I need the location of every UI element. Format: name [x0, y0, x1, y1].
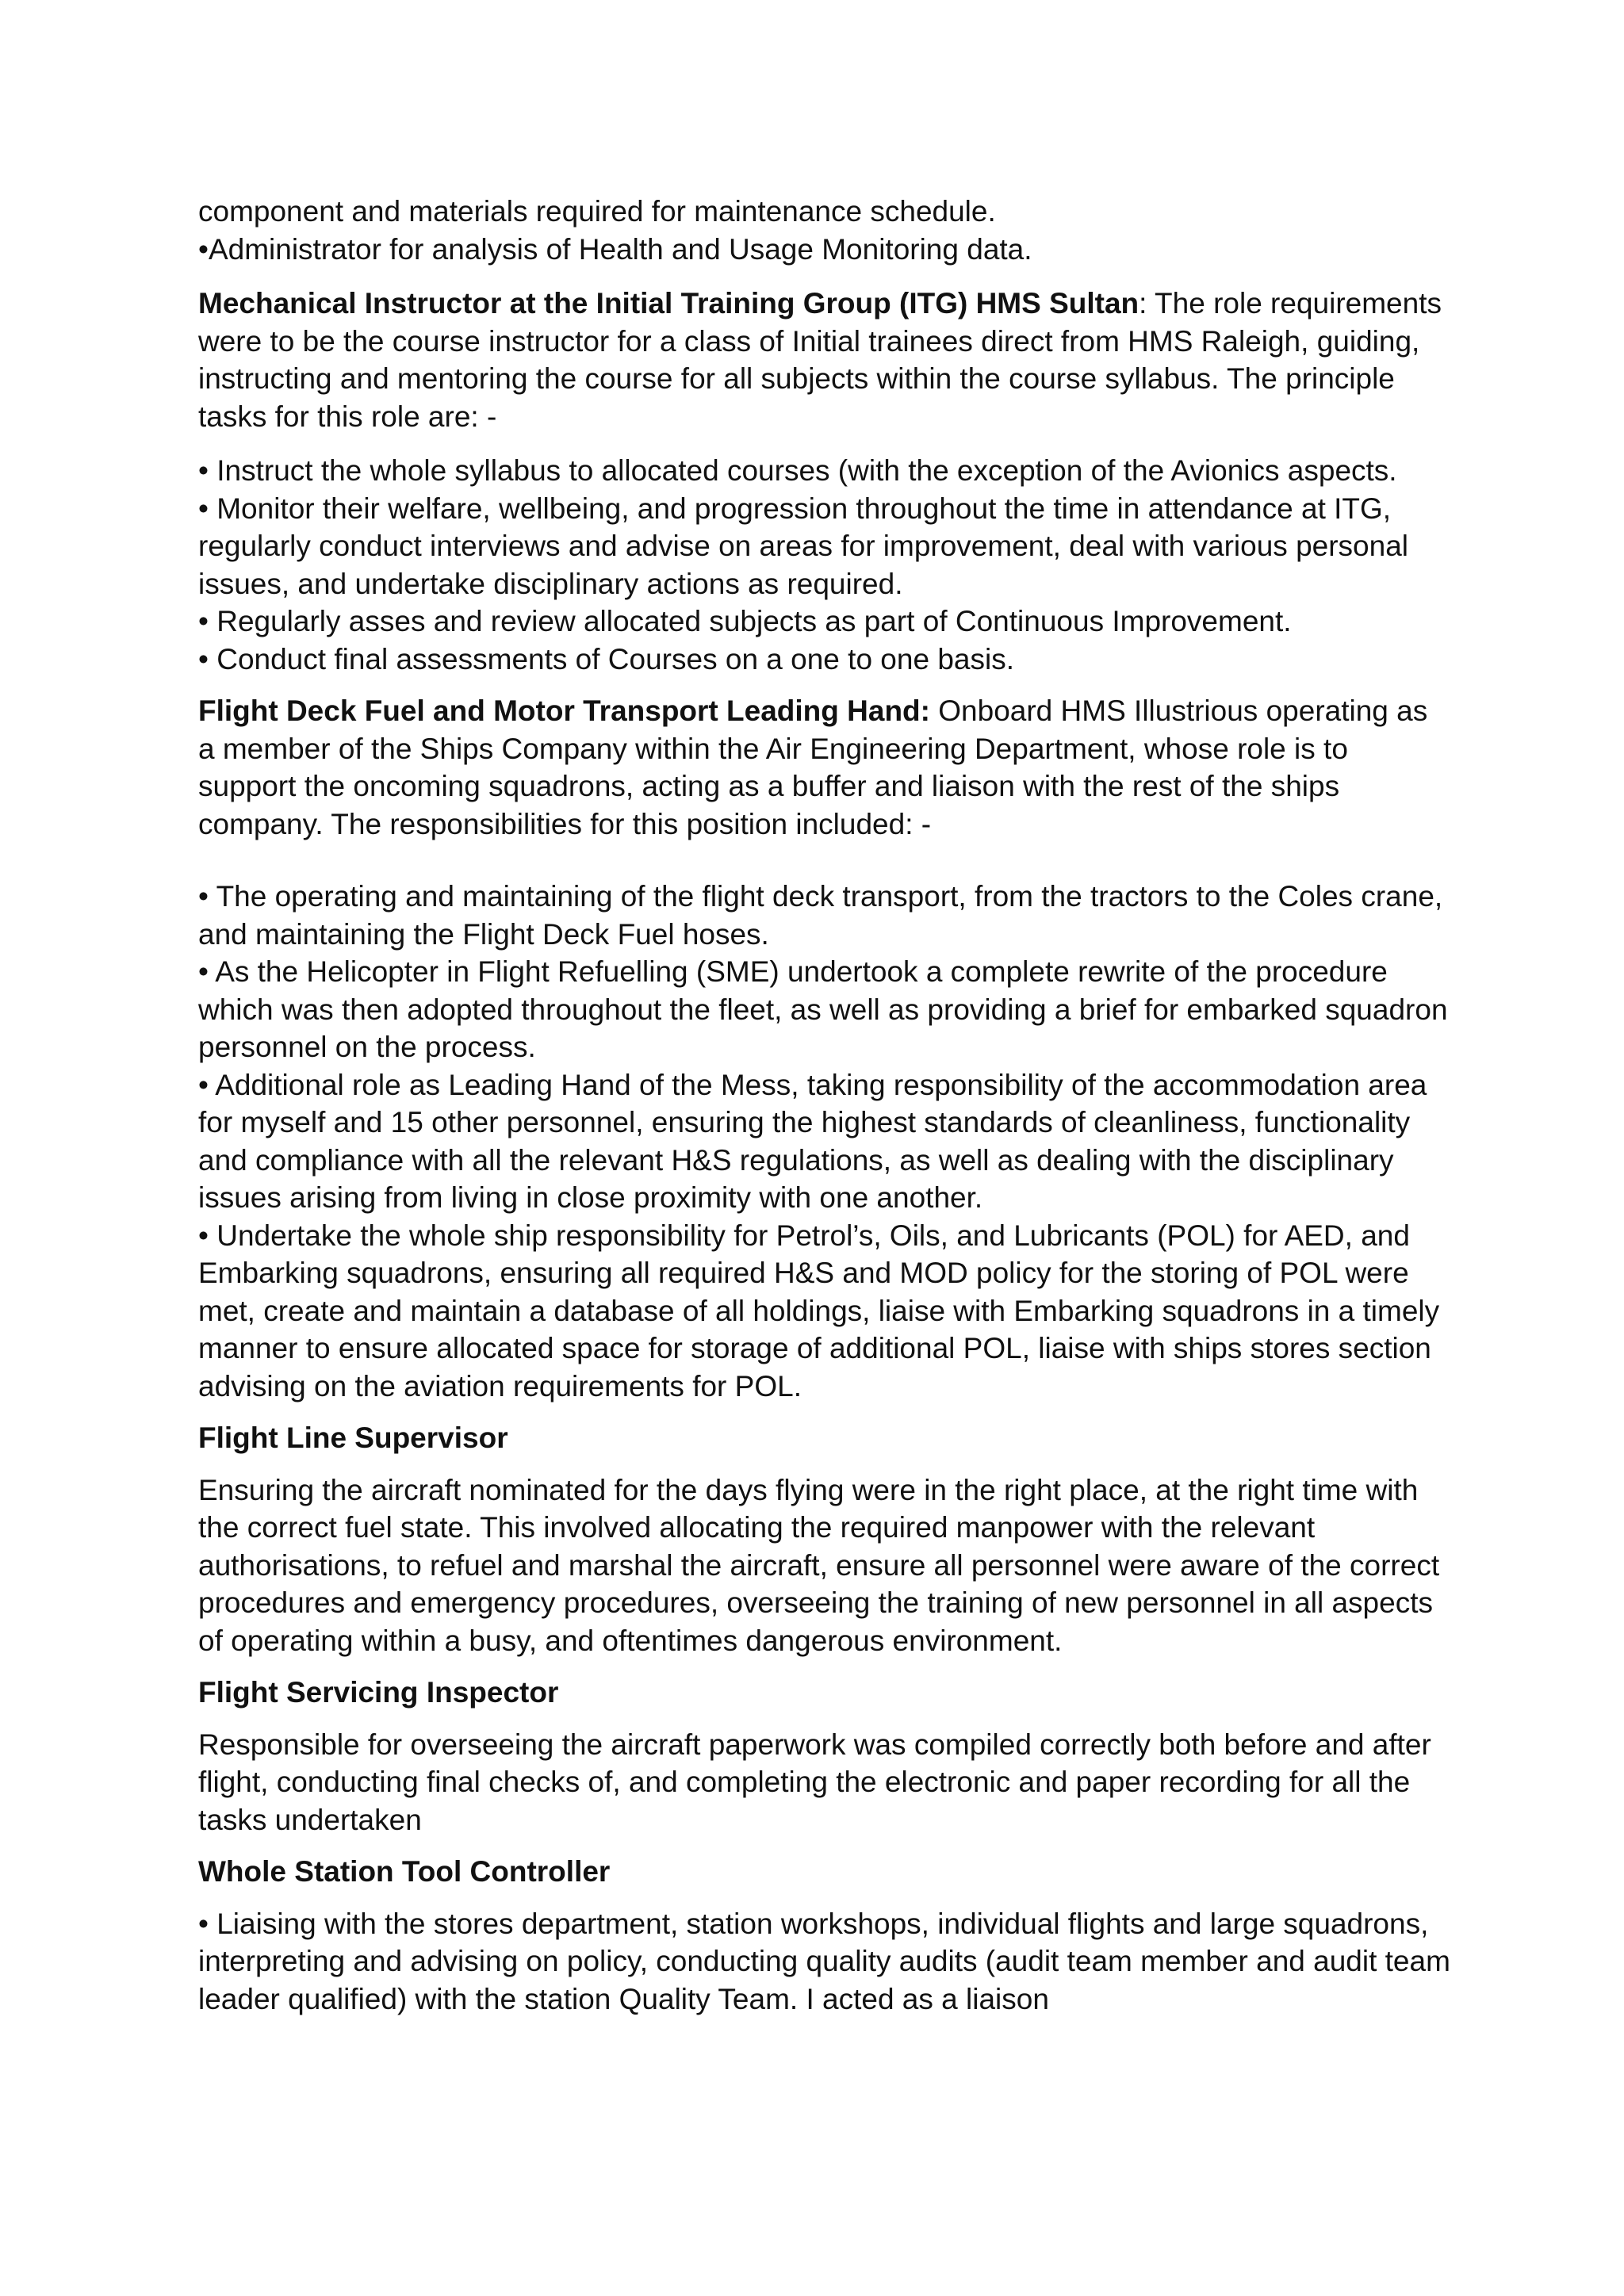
tool-controller-body: • Liaising with the stores department, station workshops, individual flights and large squadrons, interpreting and advising on policy, conducting quality audits (audit team member and audit team leader qualified) with the station Quality Team. I acted as a liaison — [198, 1907, 1450, 2015]
itg-intro: : The role requirements were to be the course instructor for a class of Initial trainees direct from HMS Raleigh, guiding, instructing and mentoring the course for all subjects within the course syllabus. The principle tasks for this role are: - — [198, 287, 1442, 433]
itg-bullet: • Conduct final assessments of Courses on a one to one basis. — [198, 642, 1014, 675]
itg-bullet: • Monitor their welfare, wellbeing, and progression throughout the time in attendance at ITG, regularly conduct interviews and advise on areas for improvement, deal with various personal issues, and undertake disciplinary actions as required. — [198, 492, 1408, 600]
document-page — [198, 193, 1451, 2018]
flight-deck-bullet: • Undertake the whole ship responsibility for Petrol’s, Oils, and Lubricants (POL) for AED, and Embarking squadrons, ensuring all required H&S and MOD policy for the storing of POL were met, create and maintain a database of all holdings, liaise with Embarking squadrons in a timely manner to ensure allocated space for storage of additional POL, liaise with ships stores section advising on the aviation requirements for POL. — [198, 1219, 1440, 1402]
itg-heading: Mechanical Instructor at the Initial Training Group (ITG) HMS Sultan — [198, 287, 1139, 320]
servicing-body: Responsible for overseeing the aircraft paperwork was compiled correctly both before and after flight, conducting final checks of, and completing the electronic and paper recording for all the tasks undertaken — [198, 1728, 1431, 1836]
servicing-heading: Flight Servicing Inspector — [198, 1676, 559, 1709]
intro-bullet: •Administrator for analysis of Health and Usage Monitoring data. — [198, 232, 1032, 266]
flight-deck-intro: Onboard HMS Illustrious operating as a member of the Ships Company within the Air Engineering Department, whose role is to support the oncoming squadrons, acting as a buffer and liaison with the rest of the ships company. The responsibilities for this position included: - — [198, 695, 1428, 840]
itg-bullet: • Instruct the whole syllabus to allocated courses (with the exception of the Avionics aspects. — [198, 454, 1397, 487]
flight-deck-bullet: • Additional role as Leading Hand of the Mess, taking responsibility of the accommodation area for myself and 15 other personnel, ensuring the highest standards of cleanliness, functionality and compliance with all the relevant H&S regulations, as well as dealing with the disciplinary issues arising from living in close proximity with one another. — [198, 1068, 1427, 1214]
intro-line: component and materials required for maintenance schedule. — [198, 195, 996, 228]
flight-deck-bullet: • The operating and maintaining of the flight deck transport, from the tractors to the Coles crane, and maintaining the Flight Deck Fuel hoses. — [198, 880, 1443, 951]
flight-deck-heading: Flight Deck Fuel and Motor Transport Leading Hand: — [198, 695, 930, 727]
flight-line-body: Ensuring the aircraft nominated for the days flying were in the right place, at the right time with the correct fuel state. This involved allocating the required manpower with the relevant authorisations, to refuel and marshal the aircraft, ensure all personnel were aware of the correct procedures and emergency procedures, overseeing the training of new personnel in all aspects of operating within a busy, and oftentimes dangerous environment. — [198, 1473, 1440, 1657]
tool-controller-heading: Whole Station Tool Controller — [198, 1855, 611, 1888]
itg-bullet: • Regularly asses and review allocated subjects as part of Continuous Improvement. — [198, 605, 1292, 637]
flight-deck-paragraph — [198, 692, 1451, 843]
flight-deck-bullet: • As the Helicopter in Flight Refuelling (SME) undertook a complete rewrite of the procedure which was then adopted throughout the fleet, as well as providing a brief for embarked squadron personnel on the process. — [198, 955, 1448, 1063]
itg-paragraph — [198, 285, 1451, 435]
flight-line-heading: Flight Line Supervisor — [198, 1422, 508, 1454]
